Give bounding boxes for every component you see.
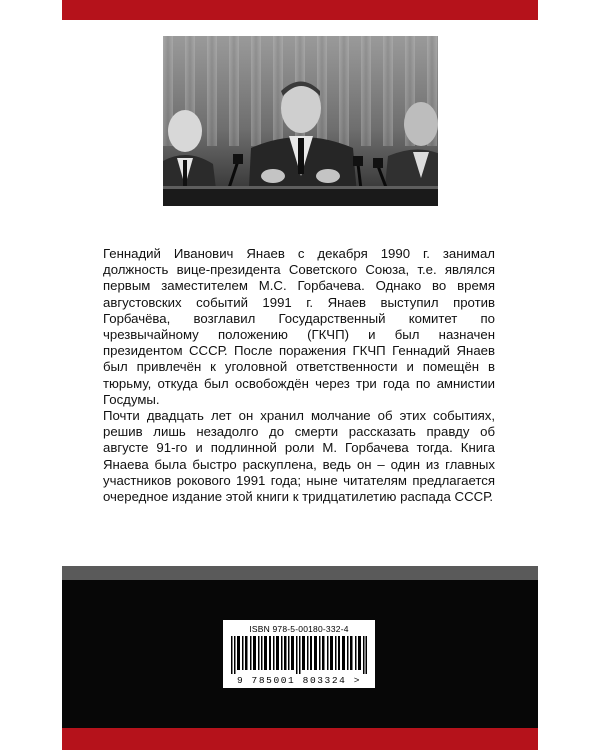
cover-photo xyxy=(163,36,438,206)
barcode-icon xyxy=(231,636,367,674)
photo-image xyxy=(163,36,438,206)
barcode-box xyxy=(223,620,375,688)
annotation-text xyxy=(103,246,495,505)
isbn-label: ISBN 978-5-00180-332-4 xyxy=(249,624,349,634)
annotation-paragraph-2: Почти двадцать лет он хранил молчание об этих событиях, решив лишь незадолго до смерти рассказать правду об августе 91-го и подлинной роли М. Горбачева тогда. Книга Янаева была быстро раскуплена, ведь он – один из главных участников рокового 1991 года; ныне читателям предлагается очередное издание этой книги к тридцатилетию распада СССР. xyxy=(103,408,495,505)
top-red-band xyxy=(62,0,538,20)
annotation-paragraph-1: Геннадий Иванович Янаев с декабря 1990 г. занимал должность вице-президента Советского Союза, т.е. являлся первым заместителем М.С. Горбачева. Однако во время августовских событий 1991 г. Янаев выступил против Горбачёва, возглавил Государственный комитет по чрезвычайному положению (ГКЧП) и был назначен президентом СССР. После поражения ГКЧП Геннадий Янаев был привлечён к уголовной ответственности и помещён в тюрьму, откуда был освобождён через три года по амнистии Госдумы. xyxy=(103,246,495,407)
barcode-digits: 9 785001 803324 > xyxy=(236,675,362,686)
grey-divider-band xyxy=(62,566,538,580)
bottom-red-band xyxy=(62,728,538,750)
